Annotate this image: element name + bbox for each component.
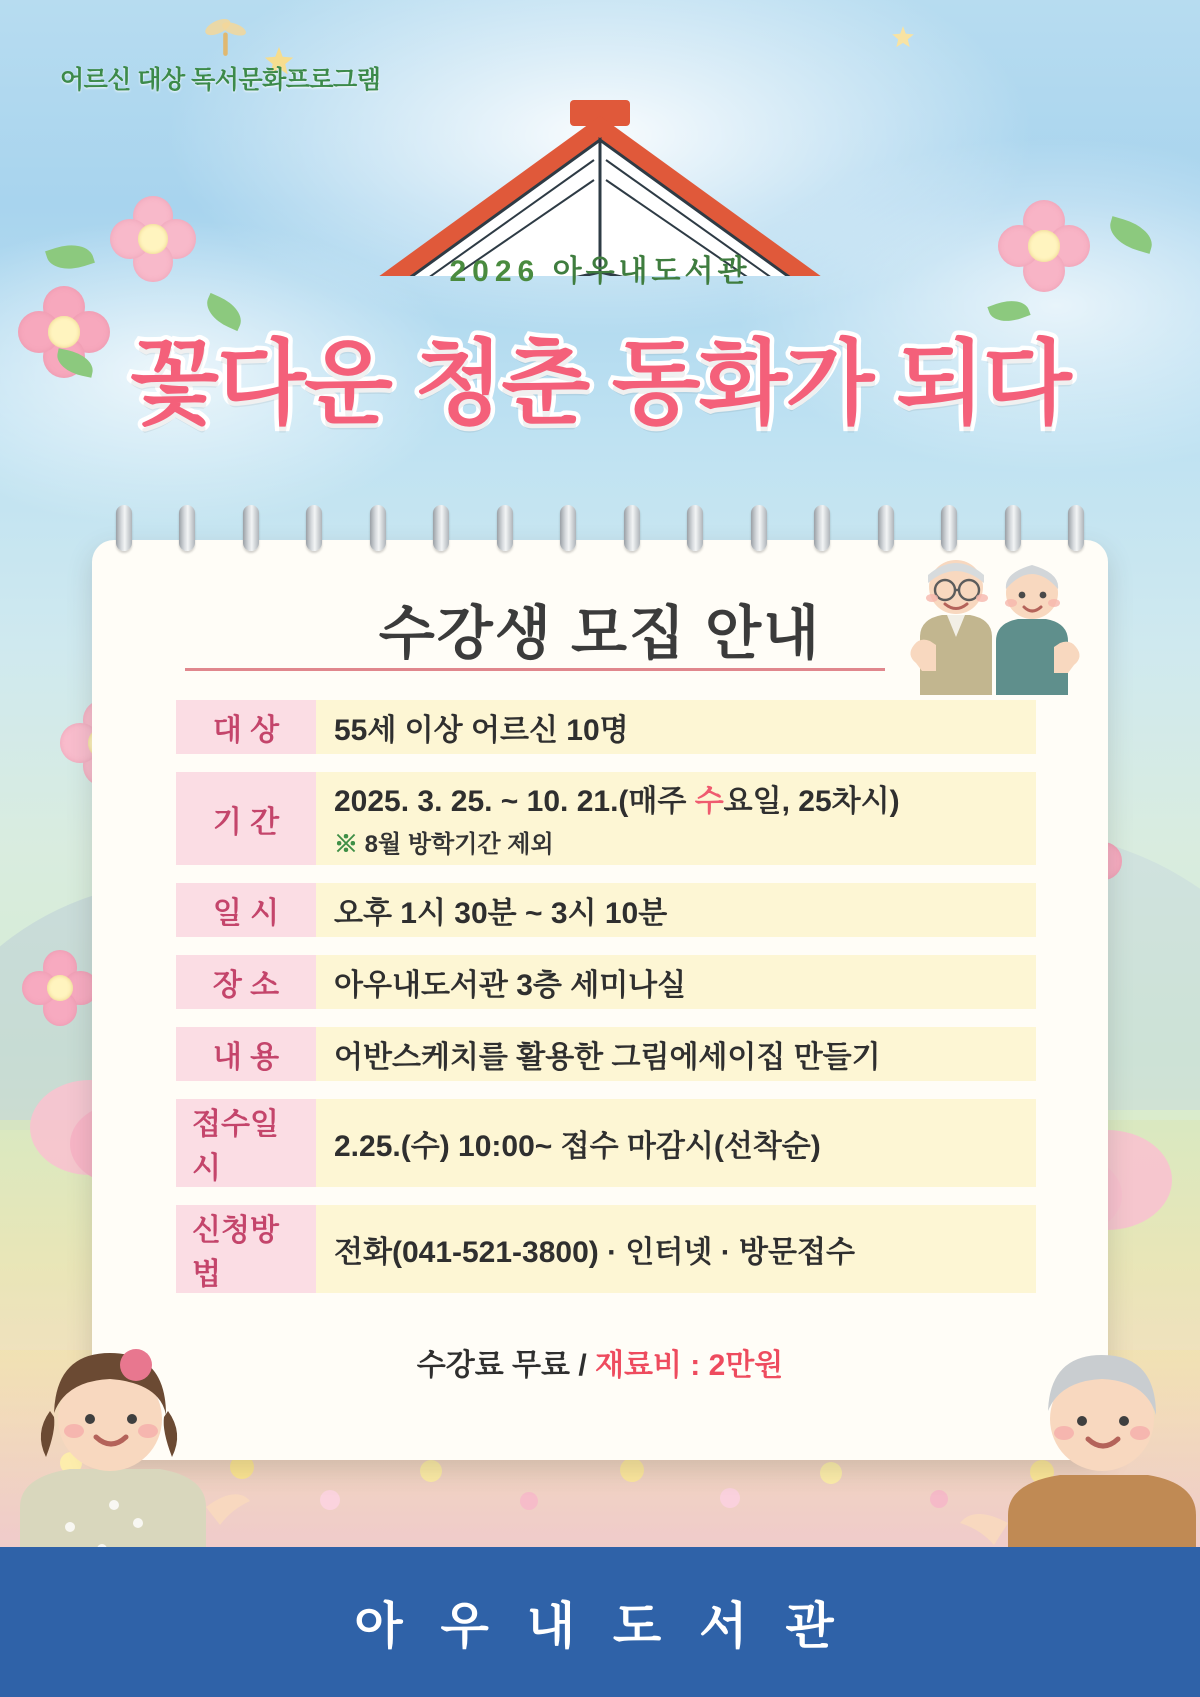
table-row bbox=[176, 1099, 1036, 1187]
table-row bbox=[176, 1027, 1036, 1081]
info-table bbox=[176, 700, 1036, 1311]
meadow-flower-dot bbox=[930, 1490, 948, 1508]
year-text: 2026 bbox=[449, 255, 541, 288]
row-label: 접수일시 bbox=[176, 1099, 316, 1187]
period-post: 요일, 25차시) bbox=[723, 785, 900, 818]
row-value bbox=[316, 772, 1036, 865]
program-label: 어르신 대상 독서문화프로그램 bbox=[60, 66, 381, 94]
meadow-flower-dot bbox=[420, 1460, 442, 1482]
note-text: 8월 방학기간 제외 bbox=[364, 831, 554, 858]
title-divider bbox=[185, 668, 885, 671]
meadow-flower-dot bbox=[820, 1462, 842, 1484]
fee-material-text: 재료비 : 2만원 bbox=[595, 1349, 784, 1382]
table-row bbox=[176, 955, 1036, 1009]
card-title: 수강생 모집 안내 bbox=[378, 601, 822, 666]
footer-bar bbox=[0, 1547, 1200, 1697]
row-value: 전화(041-521-3800) · 인터넷 · 방문접수 bbox=[316, 1205, 1036, 1293]
row-value: 오후 1시 30분 ~ 3시 10분 bbox=[316, 883, 1036, 937]
row-label: 내 용 bbox=[176, 1027, 316, 1081]
table-row bbox=[176, 772, 1036, 865]
row-value-note bbox=[334, 824, 554, 859]
row-label: 대 상 bbox=[176, 700, 316, 754]
row-label: 신청방법 bbox=[176, 1205, 316, 1293]
row-label: 장 소 bbox=[176, 955, 316, 1009]
dragonfly-icon bbox=[198, 14, 252, 60]
meadow-flower-dot bbox=[720, 1488, 740, 1508]
row-label: 일 시 bbox=[176, 883, 316, 937]
star-icon bbox=[890, 24, 916, 50]
row-value: 어반스케치를 활용한 그림에세이집 만들기 bbox=[316, 1027, 1036, 1081]
table-row bbox=[176, 883, 1036, 937]
meadow-flower-dot bbox=[320, 1490, 340, 1510]
elderly-couple-illustration bbox=[900, 545, 1090, 695]
table-row bbox=[176, 1205, 1036, 1293]
year-library-line bbox=[0, 246, 1200, 290]
row-value: 2.25.(수) 10:00~ 접수 마감시(선착순) bbox=[316, 1099, 1036, 1187]
row-value-main bbox=[334, 776, 900, 820]
note-mark: ※ bbox=[334, 831, 358, 858]
footer-library-name: 아 우 내 도 서 관 bbox=[354, 1598, 846, 1654]
table-row bbox=[176, 700, 1036, 754]
page-title: 꽃다운 청춘 동화가 되다 bbox=[130, 333, 1070, 435]
row-value: 55세 이상 어르신 10명 bbox=[316, 700, 1036, 754]
fee-free-text: 수강료 무료 / bbox=[416, 1349, 595, 1382]
row-value: 아우내도서관 3층 세미나실 bbox=[316, 955, 1036, 1009]
period-highlight: 수 bbox=[694, 785, 724, 818]
period-pre: 2025. 3. 25. ~ 10. 21.(매주 bbox=[334, 785, 695, 818]
blossom-icon bbox=[22, 950, 98, 1026]
row-label: 기 간 bbox=[176, 772, 316, 865]
meadow-flower-dot bbox=[520, 1492, 538, 1510]
library-name-text: 아우내도서관 bbox=[552, 255, 751, 288]
meadow-flower-dot bbox=[620, 1458, 644, 1482]
